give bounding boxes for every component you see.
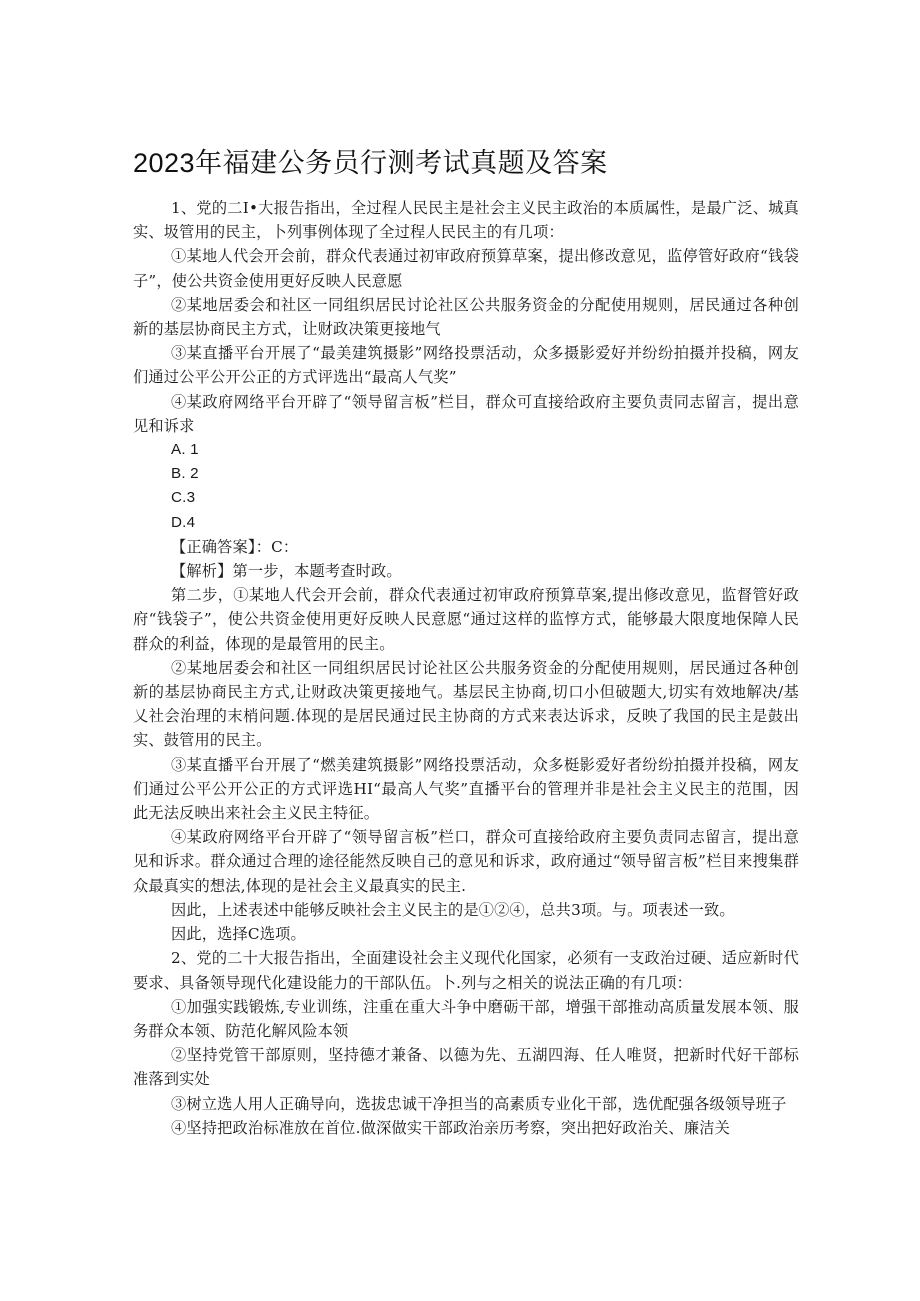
question-1-analysis-item-2: ②某地居委会和社区一同组织居民讨论社区公共服务资金的分配使用规则，居民通过各种创新的基层协商民主方式,让财政决策更接地气。基层民主协商,切口小但破题大,切实有效地解决/基乂社会治理的末梢问题.体现的是居民通过民主协商的方式来表达诉求，反映了我国的民主是鼓出实、鼓管用的民主。 xyxy=(133,658,799,750)
question-1-item-4: ④某政府网络平台开辟了“领导留言板”栏目，群众可直接给政府主要负责同志留言，提出意见和诉求 xyxy=(133,392,799,435)
question-2-stem: 2、党的二十大报告指出，全面建设社会主义现代化国家，必须有一支政治过硬、适应新时代要求、具备领导现代化建设能力的干部队伍。卜.列与之相关的说法正确的有几项： xyxy=(133,949,799,992)
question-1-answer: 【正确答案】：C： xyxy=(171,537,299,556)
document-title: 2023年福建公务员行测考试真题及答案 xyxy=(133,148,608,178)
question-1-choice: 因此，选择C选项。 xyxy=(171,925,306,944)
question-1-stem: 1、党的二I•大报告指出，全过程人民民主是社会主义民主政治的本质属性，是最广泛、城真实、圾管用的民主，卜列事例体现了全过程人民民主的有几项： xyxy=(133,199,799,242)
question-2-item-1: ①加强实践锻炼,专业训练，注重在重大斗争中磨砺干部，增强干部推动高质量发展本领、服务群众本领、防范化解风险本领 xyxy=(133,997,799,1040)
question-1-item-3: ③某直播平台开展了“最美建筑摄影”网络投票活动，众多摄影爱好并纷纷拍摄并投稿，网友们通过公平公开公正的方式评选出“最高人气奖” xyxy=(133,344,799,387)
question-1-item-2: ②某地居委会和社区一同组织居民讨论社区公共服务资金的分配使用规则，居民通过各种创新的基层协商民主方式，让财政决策更接地气 xyxy=(133,295,799,339)
question-1-option-a: A. 1 xyxy=(171,441,199,459)
question-1-analysis-intro: 【解析】第一步，本题考查时政。 xyxy=(171,562,402,581)
question-1-option-b: B. 2 xyxy=(171,465,199,483)
question-1-analysis-item-3: ③某直播平台开展了“燃美建筑摄影”网络投票活动，众多梃影爱好者纷纷拍摄并投稿，网友们通过公平公开公正的方式评选HI“最高人气奖”直播平台的管理并非是社会主义民主的范围，因此无法反映出来社会主义民主特征。 xyxy=(133,755,799,823)
question-2-item-2: ②坚持党管干部原则，坚持德才兼备、以德为先、五湖四海、任人唯贤，把新时代好干部标准落到实处 xyxy=(133,1046,799,1089)
question-1-option-c: C.3 xyxy=(171,489,196,507)
question-1-option-d: D.4 xyxy=(171,513,196,531)
question-1-item-1: ①某地人代会开会前，群众代表通过初审政府预算草案，提出修改意见，监停管好政府“钱袋子”，使公共资金使用更好反映人民意愿 xyxy=(133,247,799,290)
question-1-conclusion: 因此，上述表述中能够反映社会主义民主的是①②④，总共3项。与。项表述一致。 xyxy=(171,900,735,919)
question-2-item-4: ④坚持把政治标准放在首位.做深做实干部政治亲历考察，突出把好政治关、廉洁关 xyxy=(171,1118,730,1137)
question-1-analysis-step-2: 第二步，①某地人代会开会前，群众代表通过初审政府预算草案,提出修改意见，监督管好政府“钱袋子”，使公共资金使用更好反映人民意愿“通过这样的监惇方式，能够最大限度地保障人民群众的利益，体现的是最管用的民主。 xyxy=(133,586,799,653)
question-2-item-3: ③树立选人用人正确导向，选拔忠诚干净担当的高素质专业化干部，选优配强各级领导班子 xyxy=(171,1094,787,1113)
question-1-analysis-item-4: ④某政府网络平台开辟了“领导留言板”栏口，群众可直接给政府主要负责同志留言，提出意见和诉求。群众通过合理的途径能然反映自己的意见和诉求，政府通过“领导留言板”栏目来搜集群众最真实的想法,体现的是社会主义最真实的民主. xyxy=(133,828,799,895)
document-body xyxy=(133,196,799,1140)
